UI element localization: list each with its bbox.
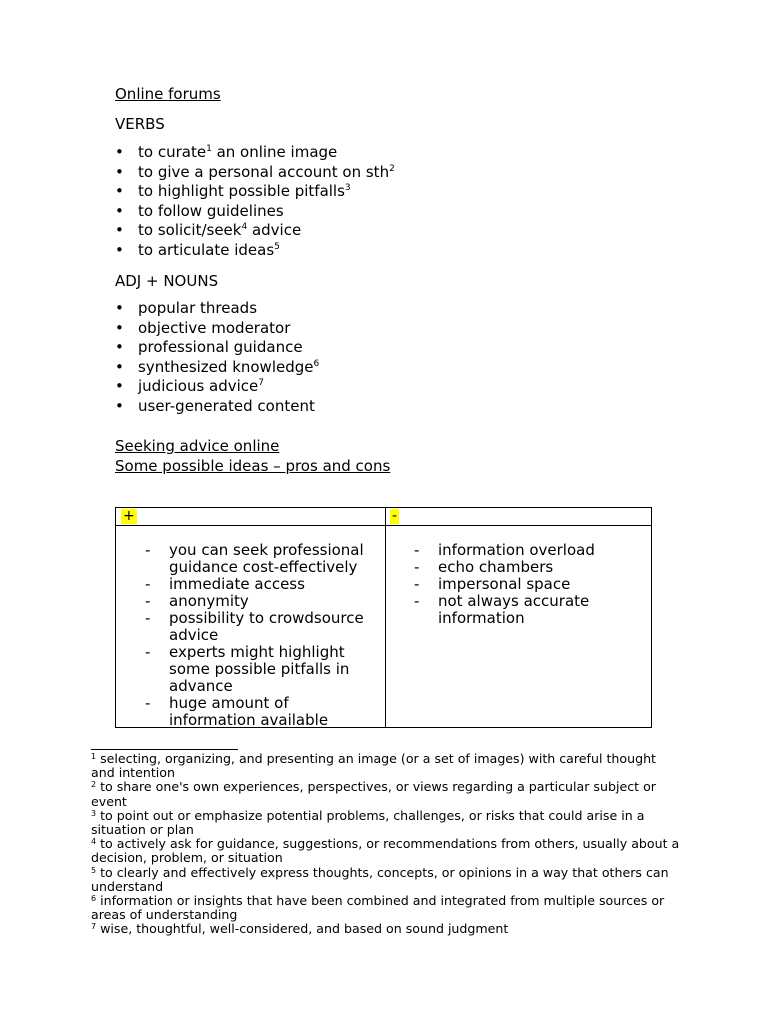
footnotes [91,752,681,937]
pros-item: - huge amount of information available [145,694,329,729]
adj-nouns-label: ADJ + NOUNS [115,272,219,290]
list-item: • judicious advice$^7$ [115,377,265,396]
verbs-label: VERBS [115,115,165,133]
footnote: $^5$ to clearly and effectively express thoughts, concepts, or opinions in a way that others can understand [91,864,669,894]
pros-cons-table [115,507,652,728]
verbs-list [115,143,395,261]
footnote: $^7$ wise, thoughtful, well-considered, and based on sound judgment [91,921,509,937]
cons-item: - impersonal space [414,575,571,593]
footnote-separator [91,749,238,750]
list-item: • to highlight possible pitfalls$^3$ [115,182,351,201]
column-divider [385,508,386,727]
list-item: • to follow guidelines [115,201,284,220]
cons-list [414,542,646,627]
footnote: $^3$ to point out or emphasize potential problems, challenges, or risks that could arise in a situation or plan [91,807,645,838]
list-item: • to curate$^1$ an online image [115,143,338,161]
section-title: Seeking advice online [115,437,280,455]
list-item: • to solicit/seek$^4$ advice [115,221,302,240]
table-header-row [116,508,651,526]
cons-item: - not always accurate information [414,592,590,627]
pros-item: - you can seek professional guidance cost-effectively [145,541,364,576]
pros-item: - anonymity [145,592,249,610]
list-item: • user-generated content [115,396,315,415]
footnote: $^2$ to share one's own experiences, perspectives, or views regarding a particular subject or event [91,779,656,809]
list-item: • to articulate ideas$^5$ [115,240,280,259]
list-item: • professional guidance [115,338,303,357]
footnote: $^1$ selecting, organizing, and presenting an image (or a set of images) with careful thought and intention [91,751,656,781]
list-item: • objective moderator [115,318,291,337]
list-item: • synthesized knowledge$^6$ [115,357,320,376]
footnote: $^6$ information or insights that have been combined and integrated from multiple sources or areas of understanding [91,893,665,923]
pros-list [145,542,377,729]
pros-item: - experts might highlight some possible pitfalls in advance [145,643,350,695]
footnote: $^4$ to actively ask for guidance, suggestions, or recommendations from others, usually about a decision, problem, or situation [91,836,680,866]
cons-item: - information overload [414,541,595,559]
adj-nouns-list [115,299,319,417]
cons-header: - [392,508,398,524]
list-item: • popular threads [115,299,258,317]
section-subtitle: Some possible ideas – pros and cons [115,457,391,475]
list-item: • to give a personal account on sth$^2$ [115,162,395,181]
pros-item: - immediate access [145,575,305,593]
cons-item: - echo chambers [414,558,554,576]
pros-item: - possibility to crowdsource advice [145,609,364,644]
pros-header: + [123,508,135,524]
page-title: Online forums [115,85,221,103]
